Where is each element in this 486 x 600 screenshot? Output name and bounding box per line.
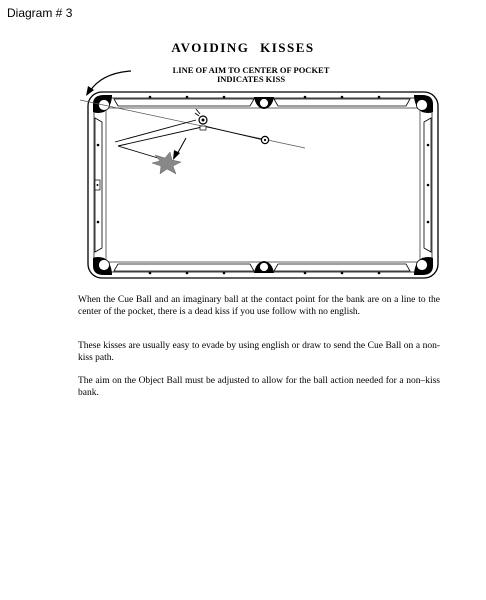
paragraph-dead-kiss: When the Cue Ball and an imaginary ball at the contact point for the bank are on a line to the center of the pocket, there is a dead kiss if you use follow with no english. [78,295,440,317]
contact-point-marker [200,126,206,130]
annotation-line-1: LINE OF AIM TO CENTER OF POCKET [172,65,330,75]
annotation-line-2: INDICATES KISS [216,74,286,84]
paragraph-evade-kiss: These kisses are usually easy to evade by using english or draw to send the Cue Ball on a non-kiss path. [78,341,440,363]
pool-table-diagram [0,0,486,290]
annotation-pointer-arrow [90,71,131,91]
paragraph-aim-adjust: The aim on the Object Ball must be adjusted to allow for the ball action needed for a non–kiss bank. [78,376,440,398]
diagram-number-label: Diagram # 3 [7,6,73,20]
cushion-bottom-right [274,264,410,271]
cushion-bottom-left [114,264,254,271]
diagram-title: AVOIDING KISSES [171,40,315,55]
table-outer-rail [88,92,438,278]
cushion-top-right [274,99,410,106]
cushion-top-left [114,99,254,106]
